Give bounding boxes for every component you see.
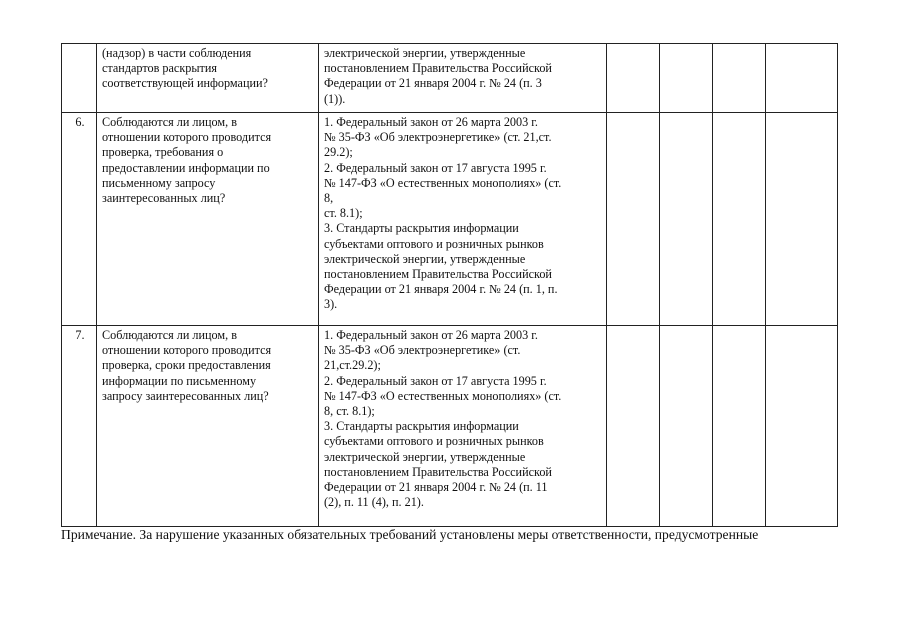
basis-line: электрической энергии, утвержденные bbox=[324, 449, 526, 464]
question-line: стандартов раскрытия bbox=[102, 61, 217, 76]
basis-line: 3. Стандарты раскрытия информации bbox=[324, 221, 519, 236]
basis-line: 8, bbox=[324, 191, 334, 206]
question-cell bbox=[97, 113, 319, 326]
basis-line: ст. 8.1); bbox=[324, 206, 363, 221]
answer-na-cell bbox=[713, 44, 766, 113]
basis-line: 8, ст. 8.1); bbox=[324, 404, 375, 419]
comment-cell bbox=[766, 326, 838, 527]
question-line: Соблюдаются ли лицом, в bbox=[102, 115, 237, 129]
basis-line: постановлением Правительства Российской bbox=[324, 267, 552, 282]
basis-line: постановлением Правительства Российской bbox=[324, 61, 552, 76]
legal-basis-cell bbox=[319, 113, 607, 326]
answer-na-cell bbox=[713, 326, 766, 527]
basis-line: Федерации от 21 января 2004 г. № 24 (п. 1, п. bbox=[324, 282, 558, 297]
question-line: соответствующей информации? bbox=[102, 76, 268, 91]
legal-basis-cell bbox=[319, 326, 607, 527]
legal-basis-cell bbox=[319, 44, 607, 113]
question-line: (надзор) в части соблюдения bbox=[102, 46, 252, 60]
basis-line: постановлением Правительства Российской bbox=[324, 464, 552, 479]
basis-line: 29.2); bbox=[324, 145, 353, 160]
answer-na-cell bbox=[713, 113, 766, 326]
row-number-cell bbox=[62, 44, 97, 113]
answer-no-cell bbox=[660, 326, 713, 527]
answer-no-cell bbox=[660, 113, 713, 326]
table-row bbox=[62, 326, 838, 527]
question-line: запросу заинтересованных лиц? bbox=[102, 388, 269, 403]
basis-line: № 35-ФЗ «Об электроэнергетике» (ст. 21,ст. bbox=[324, 130, 552, 145]
basis-line: субъектами оптового и розничных рынков bbox=[324, 236, 544, 251]
basis-line: № 35-ФЗ «Об электроэнергетике» (ст. bbox=[324, 343, 521, 358]
table-row bbox=[62, 113, 838, 326]
comment-cell bbox=[766, 44, 838, 113]
basis-line: электрической энергии, утвержденные bbox=[324, 251, 526, 266]
basis-line: 21,ст.29.2); bbox=[324, 358, 381, 373]
basis-line: электрической энергии, утвержденные bbox=[324, 46, 526, 60]
requirements-table bbox=[61, 43, 838, 527]
basis-line: 3). bbox=[324, 297, 338, 312]
question-line: отношении которого проводится bbox=[102, 130, 272, 145]
comment-cell bbox=[766, 113, 838, 326]
row-number-cell: 7. bbox=[62, 326, 97, 527]
question-line: Соблюдаются ли лицом, в bbox=[102, 328, 237, 342]
basis-line: 2. Федеральный закон от 17 августа 1995 г. bbox=[324, 160, 547, 175]
basis-line: субъектами оптового и розничных рынков bbox=[324, 434, 544, 449]
footnote-text: Примечание. За нарушение указанных обязательных требований установлены меры ответственности, предусмотренные bbox=[61, 527, 759, 542]
question-line: информации по письменному bbox=[102, 373, 257, 388]
answer-yes-cell bbox=[607, 113, 660, 326]
basis-line: № 147-ФЗ «О естественных монополиях» (ст. bbox=[324, 388, 562, 403]
question-cell bbox=[97, 44, 319, 113]
basis-line: Федерации от 21 января 2004 г. № 24 (п. 3 bbox=[324, 76, 542, 91]
basis-line: (2), п. 11 (4), п. 21). bbox=[324, 495, 424, 510]
basis-line: № 147-ФЗ «О естественных монополиях» (ст. bbox=[324, 175, 562, 190]
question-line: отношении которого проводится bbox=[102, 343, 272, 358]
answer-yes-cell bbox=[607, 326, 660, 527]
question-line: проверка, сроки предоставления bbox=[102, 358, 271, 373]
question-line: проверка, требования о bbox=[102, 145, 224, 160]
basis-line: 1. Федеральный закон от 26 марта 2003 г. bbox=[324, 115, 538, 129]
question-line: письменному запросу bbox=[102, 175, 216, 190]
requirements-table-body bbox=[62, 44, 838, 527]
basis-line: (1)). bbox=[324, 91, 346, 106]
table-row bbox=[62, 44, 838, 113]
question-line: заинтересованных лиц? bbox=[102, 191, 226, 206]
question-line: предоставлении информации по bbox=[102, 160, 270, 175]
question-cell bbox=[97, 326, 319, 527]
answer-no-cell bbox=[660, 44, 713, 113]
basis-line: 2. Федеральный закон от 17 августа 1995 г. bbox=[324, 373, 547, 388]
row-number-cell: 6. bbox=[62, 113, 97, 326]
basis-line: Федерации от 21 января 2004 г. № 24 (п. 11 bbox=[324, 480, 548, 495]
basis-line: 1. Федеральный закон от 26 марта 2003 г. bbox=[324, 328, 538, 342]
answer-yes-cell bbox=[607, 44, 660, 113]
basis-line: 3. Стандарты раскрытия информации bbox=[324, 419, 519, 434]
